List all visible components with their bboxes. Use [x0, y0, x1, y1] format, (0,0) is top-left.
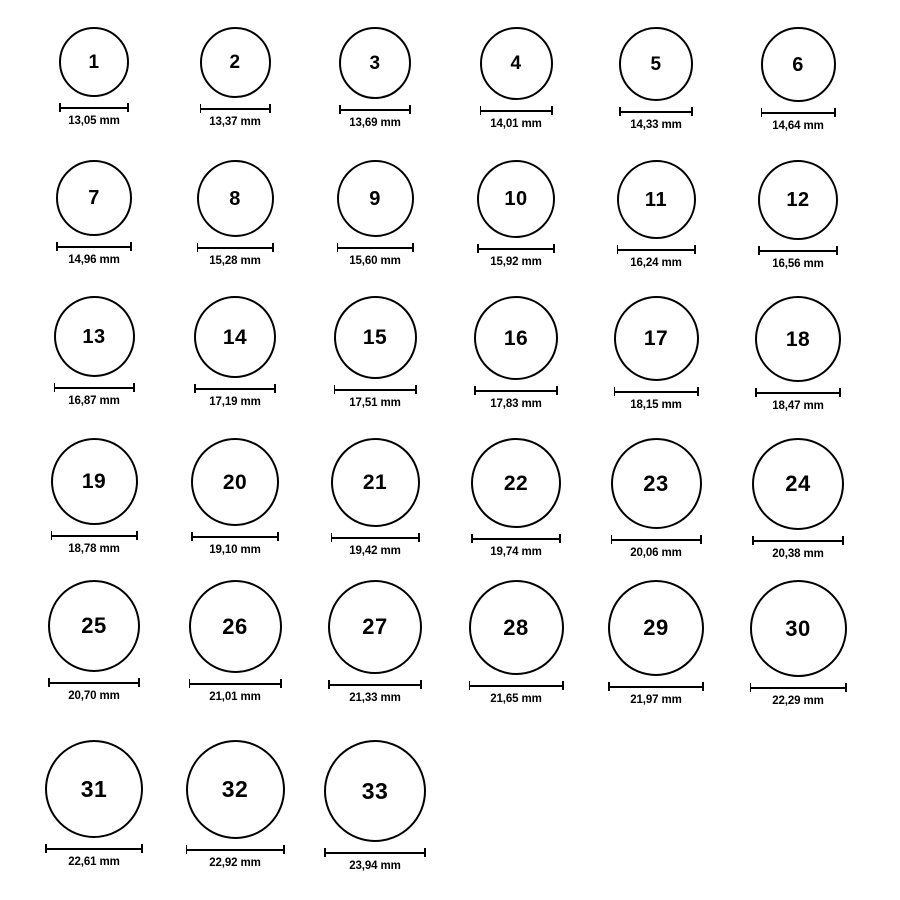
caliper-icon: [761, 108, 836, 117]
ring-diameter-label: 17,83 mm: [490, 398, 542, 410]
ring-diameter-label: 17,19 mm: [209, 396, 261, 408]
ring-size-number: 26: [222, 613, 248, 639]
ring-size-number: 32: [221, 776, 249, 802]
ring-circle: [51, 438, 138, 525]
caliper-icon: [619, 107, 693, 116]
ring-measurement: [197, 243, 274, 267]
caliper-icon: [339, 105, 411, 114]
ring-circle: [617, 160, 696, 239]
ring-size-number: 11: [644, 188, 668, 211]
ring-measurement: [337, 243, 414, 267]
ring-size-item: [596, 580, 716, 706]
ring-measurement: [617, 245, 696, 269]
ring-circle: [337, 160, 414, 237]
ring-size-item: [34, 296, 154, 407]
ring-circle: [750, 580, 847, 677]
ring-circle: [608, 580, 704, 676]
ring-size-number: 17: [643, 327, 669, 350]
ring-size-number: 4: [510, 53, 522, 74]
ring-diameter-label: 22,92 mm: [209, 857, 261, 869]
caliper-icon: [617, 245, 696, 254]
ring-size-item: [175, 740, 295, 869]
ring-diameter-label: 19,10 mm: [209, 544, 261, 556]
caliper-icon: [186, 845, 285, 854]
caliper-icon: [334, 385, 417, 394]
ring-size-item: [456, 438, 576, 558]
ring-size-item: [315, 438, 435, 557]
ring-size-number: 31: [80, 775, 108, 802]
ring-size-number: 25: [81, 613, 107, 638]
ring-diameter-label: 22,29 mm: [772, 695, 824, 707]
ring-size-number: 18: [785, 327, 811, 351]
ring-measurement: [186, 845, 285, 869]
ring-size-number: 9: [369, 187, 381, 210]
ring-measurement: [189, 679, 282, 703]
ring-size-number: 15: [362, 326, 388, 349]
ring-size-number: 8: [229, 187, 241, 210]
ring-size-item: [738, 580, 858, 707]
ring-measurement: [480, 106, 553, 130]
ring-circle: [611, 438, 702, 529]
ring-measurement: [619, 107, 693, 131]
ring-circle: [480, 27, 553, 100]
ring-diameter-label: 19,74 mm: [490, 546, 542, 558]
ring-circle: [186, 740, 285, 839]
caliper-icon: [54, 383, 135, 392]
ring-measurement: [750, 683, 847, 707]
ring-size-item: [34, 438, 154, 555]
caliper-icon: [474, 386, 558, 395]
ring-measurement: [191, 532, 279, 556]
ring-diameter-label: 15,60 mm: [349, 255, 401, 267]
caliper-icon: [752, 536, 844, 545]
ring-size-item: [315, 296, 435, 409]
caliper-icon: [755, 388, 841, 397]
ring-size-number: 1: [88, 51, 100, 73]
ring-measurement: [469, 681, 564, 705]
ring-size-item: [456, 296, 576, 410]
ring-size-number: 13: [82, 325, 106, 348]
ring-size-number: 3: [369, 52, 381, 74]
ring-measurement: [324, 848, 426, 872]
ring-size-item: [738, 296, 858, 412]
ring-size-item: [175, 27, 295, 128]
ring-measurement: [611, 535, 702, 559]
ring-size-item: [175, 296, 295, 408]
ring-measurement: [758, 246, 838, 270]
ring-circle: [331, 438, 420, 527]
ring-diameter-label: 15,28 mm: [209, 255, 261, 267]
caliper-icon: [614, 387, 699, 396]
ring-circle: [45, 740, 143, 838]
ring-size-number: 14: [222, 325, 248, 349]
ring-size-item: [34, 160, 154, 266]
caliper-icon: [480, 106, 553, 115]
ring-measurement: [331, 533, 420, 557]
ring-circle: [477, 160, 555, 238]
ring-circle: [54, 296, 135, 377]
ring-circle: [48, 580, 140, 672]
ring-measurement: [477, 244, 555, 268]
caliper-icon: [191, 532, 279, 541]
ring-size-number: 22: [503, 471, 529, 495]
caliper-icon: [194, 384, 276, 393]
ring-size-item: [175, 580, 295, 703]
ring-diameter-label: 14,33 mm: [630, 119, 682, 131]
caliper-icon: [611, 535, 702, 544]
ring-diameter-label: 13,69 mm: [349, 117, 401, 129]
caliper-icon: [469, 681, 564, 690]
ring-circle: [471, 438, 561, 528]
ring-circle: [619, 27, 693, 101]
ring-circle: [189, 580, 282, 673]
ring-circle: [200, 27, 271, 98]
ring-size-item: [738, 438, 858, 560]
ring-size-number: 16: [503, 326, 529, 350]
ring-diameter-label: 14,01 mm: [490, 118, 542, 130]
ring-diameter-label: 17,51 mm: [349, 397, 401, 409]
ring-diameter-label: 13,05 mm: [68, 115, 120, 127]
ring-size-item: [596, 160, 716, 269]
ring-size-item: [315, 27, 435, 129]
ring-size-number: 12: [786, 189, 810, 211]
ring-size-item: [315, 160, 435, 267]
ring-size-item: [315, 580, 435, 704]
ring-measurement: [194, 384, 276, 408]
ring-size-number: 2: [229, 52, 241, 73]
ring-diameter-label: 16,24 mm: [630, 257, 682, 269]
ring-circle: [339, 27, 411, 99]
ring-measurement: [56, 242, 132, 266]
ring-circle: [191, 438, 279, 526]
ring-circle: [761, 27, 836, 102]
ring-size-item: [596, 438, 716, 559]
ring-measurement: [59, 103, 129, 127]
ring-measurement: [51, 531, 138, 555]
ring-size-number: 29: [643, 615, 669, 640]
ring-size-number: 20: [222, 470, 248, 494]
ring-diameter-label: 16,56 mm: [772, 258, 824, 270]
ring-diameter-label: 21,97 mm: [630, 694, 682, 706]
caliper-icon: [200, 104, 271, 113]
caliper-icon: [48, 678, 140, 687]
ring-diameter-label: 19,42 mm: [349, 545, 401, 557]
ring-size-number: 19: [81, 470, 107, 493]
ring-measurement: [339, 105, 411, 129]
ring-size-item: [175, 438, 295, 556]
ring-measurement: [761, 108, 836, 132]
caliper-icon: [337, 243, 414, 252]
caliper-icon: [331, 533, 420, 542]
ring-diameter-label: 18,15 mm: [630, 399, 682, 411]
ring-diameter-label: 20,06 mm: [630, 547, 682, 559]
ring-measurement: [471, 534, 561, 558]
caliper-icon: [324, 848, 426, 857]
ring-diameter-label: 20,38 mm: [772, 548, 824, 560]
ring-diameter-label: 14,64 mm: [772, 120, 824, 132]
ring-size-item: [456, 27, 576, 130]
ring-measurement: [200, 104, 271, 128]
ring-size-item: [34, 27, 154, 127]
ring-size-item: [738, 160, 858, 270]
caliper-icon: [189, 679, 282, 688]
ring-diameter-label: 15,92 mm: [490, 256, 542, 268]
ring-size-number: 24: [785, 471, 811, 496]
ring-measurement: [608, 682, 704, 706]
ring-circle: [614, 296, 699, 381]
ring-size-number: 10: [504, 188, 528, 210]
caliper-icon: [471, 534, 561, 543]
caliper-icon: [45, 844, 143, 853]
ring-size-number: 5: [650, 53, 662, 75]
ring-circle: [56, 160, 132, 236]
ring-measurement: [328, 680, 422, 704]
ring-diameter-label: 21,01 mm: [209, 691, 261, 703]
ring-diameter-label: 21,65 mm: [490, 693, 542, 705]
ring-diameter-label: 20,70 mm: [68, 690, 120, 702]
ring-size-item: [738, 27, 858, 132]
ring-size-item: [34, 580, 154, 702]
ring-diameter-label: 13,37 mm: [209, 116, 261, 128]
ring-size-item: [175, 160, 295, 267]
ring-diameter-label: 18,78 mm: [68, 543, 120, 555]
ring-size-number: 23: [643, 470, 669, 496]
ring-measurement: [45, 844, 143, 868]
caliper-icon: [197, 243, 274, 252]
ring-size-number: 21: [362, 471, 388, 494]
ring-diameter-label: 18,47 mm: [772, 400, 824, 412]
ring-circle: [469, 580, 564, 675]
ring-diameter-label: 14,96 mm: [68, 254, 120, 266]
caliper-icon: [328, 680, 422, 689]
ring-diameter-label: 16,87 mm: [68, 395, 120, 407]
caliper-icon: [477, 244, 555, 253]
caliper-icon: [758, 246, 838, 255]
ring-size-number: 27: [362, 614, 388, 639]
ring-size-item: [456, 160, 576, 268]
caliper-icon: [750, 683, 847, 692]
ring-diameter-label: 22,61 mm: [68, 856, 120, 868]
ring-size-number: 28: [503, 614, 529, 640]
ring-diameter-label: 23,94 mm: [349, 860, 401, 872]
ring-circle: [197, 160, 274, 237]
ring-size-number: 33: [361, 777, 389, 804]
ring-measurement: [755, 388, 841, 412]
ring-measurement: [48, 678, 140, 702]
caliper-icon: [51, 531, 138, 540]
ring-circle: [328, 580, 422, 674]
ring-size-item: [315, 740, 435, 872]
ring-size-item: [596, 296, 716, 411]
caliper-icon: [56, 242, 132, 251]
ring-measurement: [474, 386, 558, 410]
ring-circle: [758, 160, 838, 240]
ring-circle: [59, 27, 129, 97]
ring-circle: [334, 296, 417, 379]
ring-measurement: [752, 536, 844, 560]
ring-measurement: [334, 385, 417, 409]
ring-circle: [324, 740, 426, 842]
ring-circle: [194, 296, 276, 378]
ring-size-number: 30: [785, 615, 811, 641]
ring-size-item: [596, 27, 716, 131]
ring-size-number: 7: [88, 187, 100, 209]
ring-circle: [752, 438, 844, 530]
ring-size-number: 6: [792, 53, 804, 76]
caliper-icon: [608, 682, 704, 691]
ring-measurement: [54, 383, 135, 407]
ring-size-item: [34, 740, 154, 868]
caliper-icon: [59, 103, 129, 112]
ring-diameter-label: 21,33 mm: [349, 692, 401, 704]
ring-circle: [755, 296, 841, 382]
ring-circle: [474, 296, 558, 380]
ring-size-item: [456, 580, 576, 705]
ring-measurement: [614, 387, 699, 411]
